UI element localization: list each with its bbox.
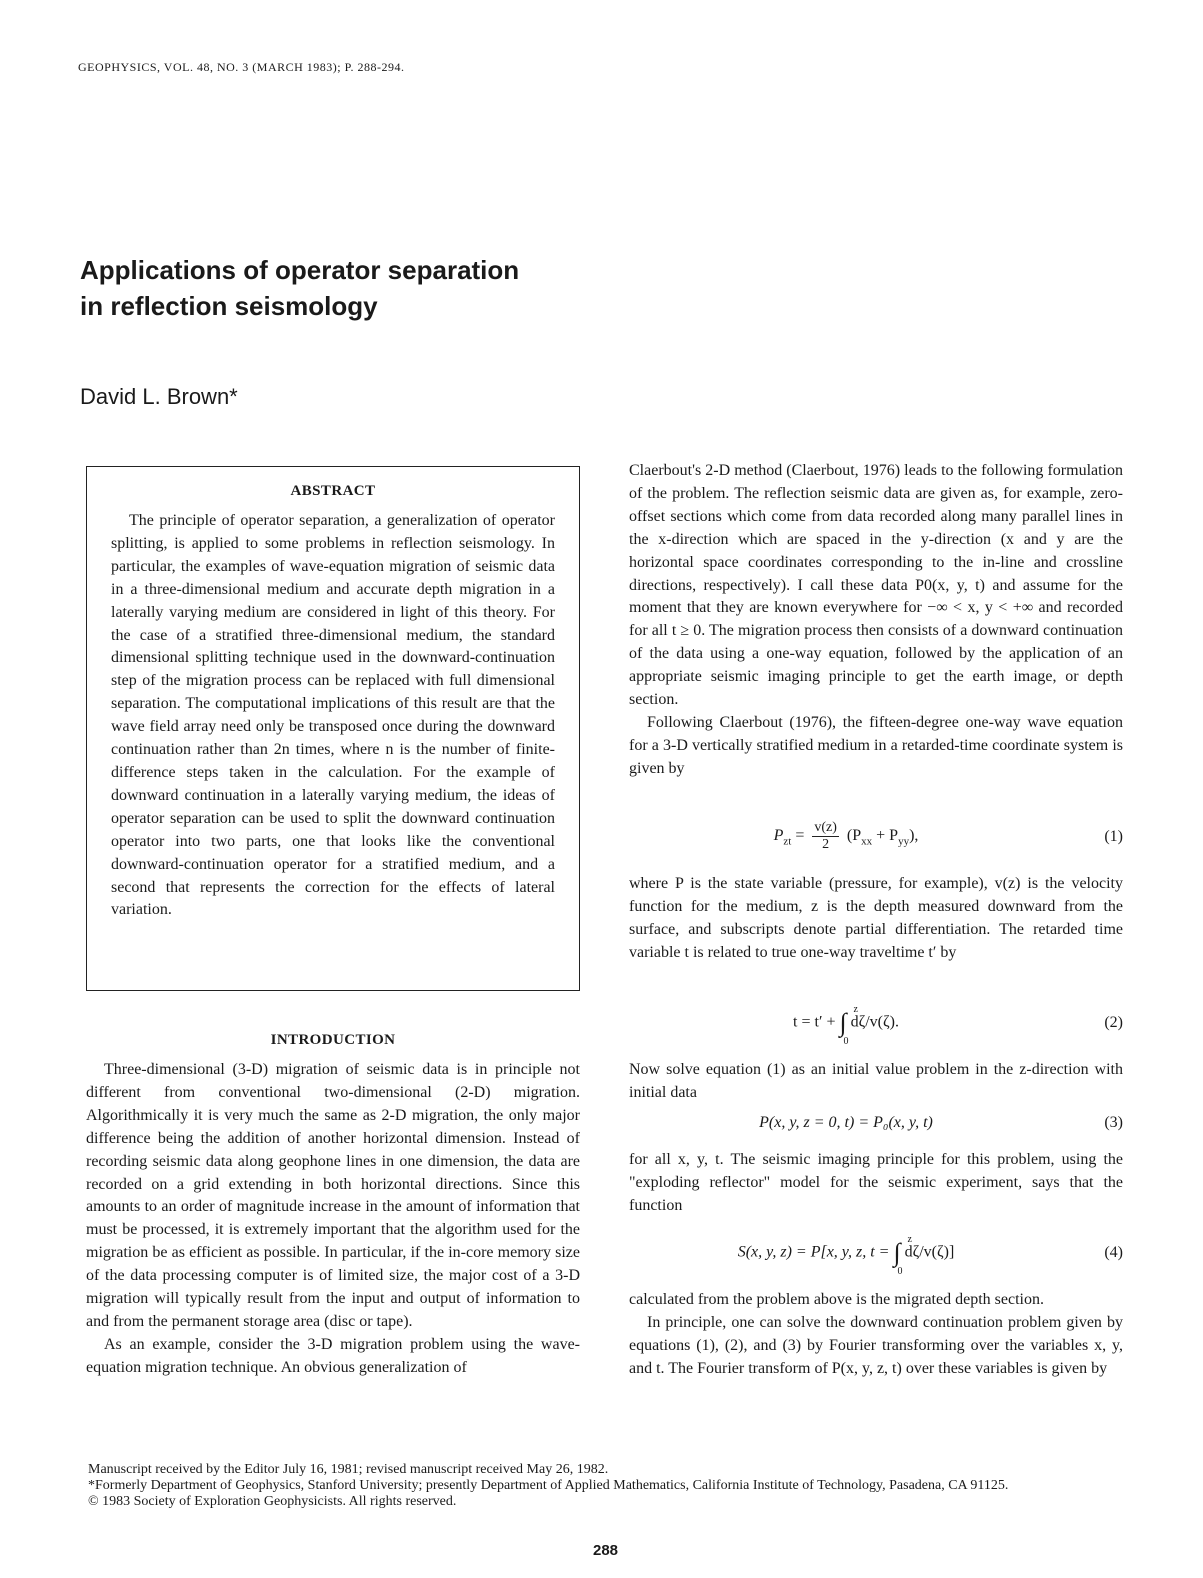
equation-1 — [629, 820, 1123, 850]
eq1-rhs: (P — [846, 827, 862, 845]
equation-1-number: (1) — [1104, 828, 1123, 845]
right-paragraph-4-block — [629, 1059, 1123, 1105]
eq4-lower-limit: 0 — [897, 1266, 903, 1277]
abstract-heading: ABSTRACT — [290, 483, 376, 499]
footnotes — [88, 1462, 1124, 1510]
eq1-fraction — [812, 820, 839, 853]
eq1-lhs: P — [773, 827, 784, 845]
integral-sign-icon: ∫ z 0 — [839, 1004, 858, 1047]
equation-4 — [629, 1230, 1123, 1277]
eq2-upper-limit: z — [853, 1004, 858, 1015]
abstract-text: The principle of operator separation, a generalization of operator splitting, is applied to some problems in reflection seismology. In particular, the examples of wave-equation migration of seismic data in a three-dimensional medium and accurate depth migration in a laterally varying medium are considered in light of this theory. For the case of a stratified three-dimensional medium, the standard dimensional splitting technique used in the downward-continuation step of the migration process can be replaced with full dimensional separation. The computational implications of this result are that the wave field array need only be transposed once during the downward continuation rather than 2n times, where n is the number of finite-difference steps taken in the calculation. For the example of downward continuation in a laterally varying medium, the ideas of operator separation can be used to split the downward continuation operator into two parts, one that looks like the conventional downward-continuation operator for a stratified medium, and a second that represents the correction for the effects of lateral variation. — [111, 512, 555, 919]
eq1-rhs-mid: + P — [872, 827, 899, 845]
eq4-integrand: dζ/v(ζ)] — [904, 1243, 955, 1261]
right-paragraph-6-block — [629, 1289, 1123, 1381]
author-name: David L. Brown* — [80, 384, 238, 409]
eq2-lhs: t = t′ + — [793, 1013, 840, 1031]
equation-4-number: (4) — [1104, 1244, 1123, 1261]
page-number: 288 — [593, 1542, 619, 1559]
journal-citation: GEOPHYSICS, VOL. 48, NO. 3 (MARCH 1983); P. 288-294. — [78, 60, 405, 74]
eq4-upper-limit: z — [907, 1234, 912, 1245]
equation-4-body — [629, 1234, 1063, 1277]
introduction-heading: INTRODUCTION — [270, 1032, 396, 1048]
equation-3 — [629, 1114, 1123, 1144]
eq4-lhs: S(x, y, z) = P[x, y, z, t = — [737, 1243, 894, 1261]
article-title — [80, 252, 640, 324]
right-paragraph-5-block — [629, 1149, 1123, 1218]
right-paragraph-4: Now solve equation (1) as an initial value problem in the z-direction with initial data — [629, 1061, 1123, 1101]
footnote-received: Manuscript received by the Editor July 16, 1981; revised manuscript received May 26, 1982. — [88, 1462, 609, 1477]
eq1-lhs-sub: zt — [783, 835, 792, 848]
eq1-frac-den: 2 — [822, 837, 830, 852]
equation-2 — [629, 1000, 1123, 1047]
eq2-lower-limit: 0 — [843, 1036, 849, 1047]
equation-1-body — [629, 820, 1063, 853]
eq1-frac-num: v(z) — [814, 820, 837, 835]
footnote-affiliation: *Formerly Department of Geophysics, Stanford University; presently Department of Applied Mathematics, California Institute of Technology, Pasadena, CA 91125. — [88, 1478, 1009, 1493]
intro-paragraph-2: As an example, consider the 3-D migration problem using the wave-equation migration technique. An obvious generalization of — [86, 1335, 580, 1376]
abstract-box — [86, 466, 580, 991]
footnote-copyright: © 1983 Society of Exploration Geophysicists. All rights reserved. — [88, 1494, 457, 1509]
eq3-text: P(x, y, z = 0, t) = P₀(x, y, t) — [759, 1114, 933, 1131]
right-paragraph-7: In principle, one can solve the downward continuation problem given by equations (1), (2), and (3) by Fourier transforming over the variables x, y, and t. The Fourier transform of P(x, y, z, t) over these variables is given by — [629, 1313, 1123, 1377]
intro-paragraph-1: Three-dimensional (3-D) migration of seismic data is in principle not different from conventional two-dimensional (2-D) migration. Algorithmically it is very much the same as 2-D migration, the only major difference being the addition of another horizontal dimension. Instead of recording seismic data along geophone lines in one dimension, the data are recorded on a grid extending in both horizontal directions. Since this amounts to an order of magnitude increase in the amount of information that must be processed, it is extremely important that the algorithm used for the migration be as efficient as possible. In particular, if the in-core memory size of the data processing computer is of limited size, the major cost of a 3-D migration will typically result from the input and output of information to and from the permanent storage area (disc or tape). — [86, 1061, 580, 1330]
equation-2-number: (2) — [1104, 1014, 1123, 1031]
equation-3-body — [629, 1114, 1063, 1132]
right-paragraph-1: Claerbout's 2-D method (Claerbout, 1976) leads to the following formulation of the problem. The reflection seismic data are given as, for example, zero-offset sections which come from data recorded along many parallel lines in the x-direction which are spaced in the y-direction (x and y are the horizontal space coordinates corresponding to the in-line and crossline directions, respectively). I call these data P0(x, y, t) and assume for the moment that they are known everywhere for −∞ < x, y < +∞ and recorded for all t ≥ 0. The migration process then consists of a downward continuation of the data using a one-way equation, followed by the application of an appropriate seismic imaging principle to get the earth image, or depth section. — [629, 462, 1123, 709]
equation-2-body — [629, 1004, 1063, 1047]
eq2-integrand: dζ/v(ζ). — [850, 1013, 899, 1031]
right-paragraph-3: where P is the state variable (pressure, for example), v(z) is the velocity function for the medium, z is the depth measured downward from the surface, and subscripts denote partial differentiation. The retarded time variable t is related to true one-way traveltime t′ by — [629, 875, 1123, 961]
eq1-rhs-sub1: xx — [861, 835, 873, 848]
title-line-1: Applications of operator separation — [80, 255, 520, 285]
equation-3-number: (3) — [1104, 1114, 1123, 1131]
integral-sign-icon: ∫ z 0 — [893, 1234, 912, 1277]
right-paragraph-6: calculated from the problem above is the migrated depth section. — [629, 1291, 1044, 1308]
right-paragraph-2: Following Claerbout (1976), the fifteen-degree one-way wave equation for a 3-D vertically stratified medium in a retarded-time coordinate system is given by — [629, 713, 1123, 777]
eq1-equals: = — [791, 827, 809, 845]
right-column-top — [629, 460, 1123, 781]
eq1-rhs-sub2: yy — [898, 835, 910, 848]
eq1-rhs-end: ), — [909, 827, 919, 845]
introduction-body — [86, 1059, 580, 1380]
title-line-2: in reflection seismology — [80, 291, 378, 321]
right-paragraph-5: for all x, y, t. The seismic imaging principle for this problem, using the "exploding reflector" model for the seismic experiment, says that the function — [629, 1151, 1123, 1214]
right-paragraph-3-block — [629, 873, 1123, 965]
